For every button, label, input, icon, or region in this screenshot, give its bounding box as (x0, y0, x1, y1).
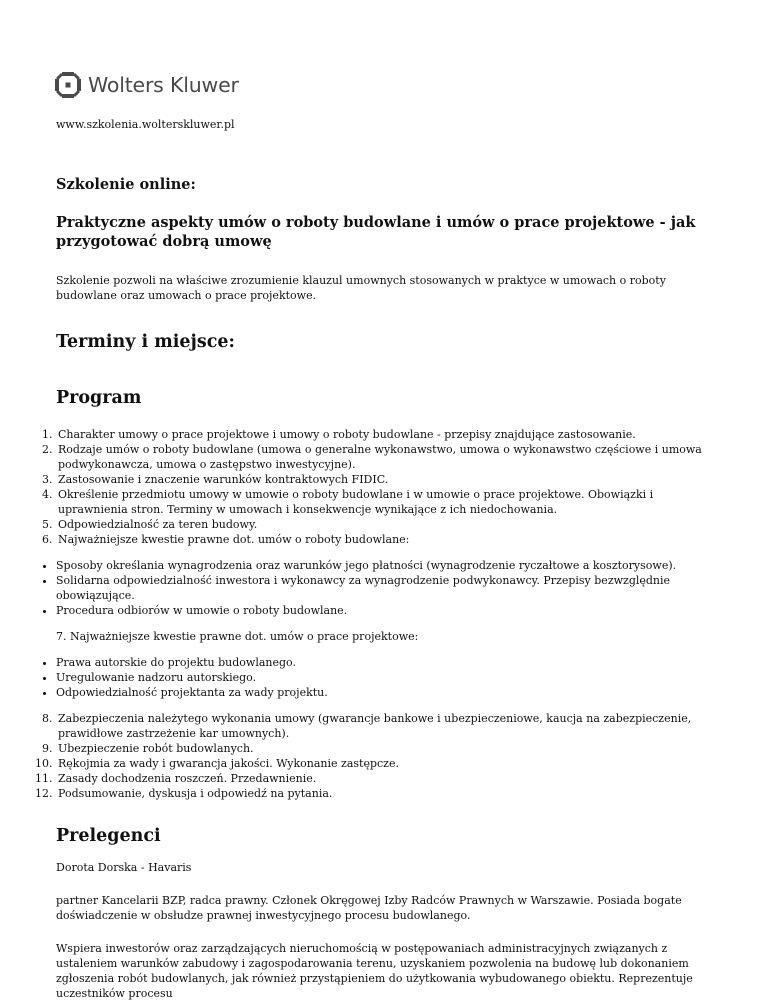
intro-text: Szkolenie pozwoli na właściwe zrozumienie klauzul umownych stosowanych w praktyce w umowach o roboty budowlane oraz umowach o prace projektowe. (56, 274, 666, 302)
section-dates-heading: Terminy i miejsce: (56, 332, 235, 352)
course-title: Praktyczne aspekty umów o roboty budowlane i umów o prace projektowe - jak przygotować dobrą umowę (56, 214, 696, 250)
list-item: 2. Rodzaje umów o roboty budowlane (umowa o generalne wykonawstwo, umowa o wykonawstwo częściowe i umowa podwykonawcza, umowa o zastępstwo inwestycyjne). (56, 442, 716, 472)
list-item: • Odpowiedzialność projektanta za wady projektu. (56, 685, 716, 700)
section-program-heading: Program (56, 388, 142, 408)
list-item: 10. Rękojmia za wady i gwarancja jakości. Wykonanie zastępcze. (56, 756, 716, 771)
list-item: 5. Odpowiedzialność za teren budowy. (56, 517, 716, 532)
list-item: 3. Zastosowanie i znaczenie warunków kontraktowych FIDIC. (56, 472, 716, 487)
list-item: • Sposoby określania wynagrodzenia oraz warunków jego płatności (wynagrodzenie ryczałtowe a kosztorysowe). (56, 558, 716, 573)
list-item: • Prawa autorskie do projektu budowlanego. (56, 655, 716, 670)
list-item: 12. Podsumowanie, dyskusja i odpowiedź na pytania. (56, 786, 716, 801)
program-bullets-2 (49, 655, 716, 700)
program-list-2 (14, 711, 716, 801)
list-item: 1. Charakter umowy o prace projektowe i umowy o roboty budowlane - przepisy znajdujące zastosowanie. (56, 427, 716, 442)
list-item: • Solidarna odpowiedzialność inwestora i wykonawcy za wynagrodzenie podwykonawcy. Przepisy bezwzględnie obowiązujące. (56, 573, 716, 603)
main-content (56, 175, 716, 1001)
list-item: 4. Określenie przedmiotu umowy w umowie o roboty budowlane i w umowie o prace projektowe. Obowiązki i uprawnienia stron. Terminy w umowach i konsekwencje wynikające z ich niedochowania. (56, 487, 716, 517)
program-item-7: 7. Najważniejsze kwestie prawne dot. umów o prace projektowe: (56, 630, 419, 643)
list-item: 11. Zasady dochodzenia roszczeń. Przedawnienie. (56, 771, 716, 786)
program-list-1 (14, 427, 716, 547)
list-item: • Uregulowanie nadzoru autorskiego. (56, 670, 716, 685)
wolters-kluwer-logo (53, 70, 239, 100)
speaker-bio-1: partner Kancelarii BZP, radca prawny. Członek Okręgowej Izby Radców Prawnych w Warszawie. Posiada bogate doświadczenie w obsłudze prawnej inwestycyjnego procesu budowlanego. (56, 894, 682, 922)
section-speakers-heading: Prelegenci (56, 826, 161, 846)
list-item: 8. Zabezpieczenia należytego wykonania umowy (gwarancje bankowe i ubezpieczeniowe, kaucja na zabezpieczenie, prawidłowe zastrzeżenie kar umownych). (56, 711, 716, 741)
website-url: www.szkolenia.wolterskluwer.pl (56, 118, 235, 131)
heading-online: Szkolenie online: (56, 176, 196, 193)
list-item: • Procedura odbiorów w umowie o roboty budowlane. (56, 603, 716, 618)
speaker-name: Dorota Dorska - Havaris (56, 861, 192, 874)
logo-text: Wolters Kluwer (88, 73, 239, 97)
list-item: 6. Najważniejsze kwestie prawne dot. umów o roboty budowlane: (56, 532, 716, 547)
program-bullets-1 (49, 558, 716, 618)
list-item: 9. Ubezpieczenie robót budowlanych. (56, 741, 716, 756)
logo-mark-icon (53, 70, 83, 100)
speaker-bio-2: Wspiera inwestorów oraz zarządzających nieruchomością w postępowaniach administracyjnych związanych z ustaleniem warunków zabudowy i zagospodarowania terenu, uzyskaniem pozwolenia na budowę lub dokonaniem zgłoszenia robót budowlanych, jak również przystąpieniem do użytkowania wybudowanego obiektu. Reprezentuje uczestników procesu (56, 942, 693, 1000)
